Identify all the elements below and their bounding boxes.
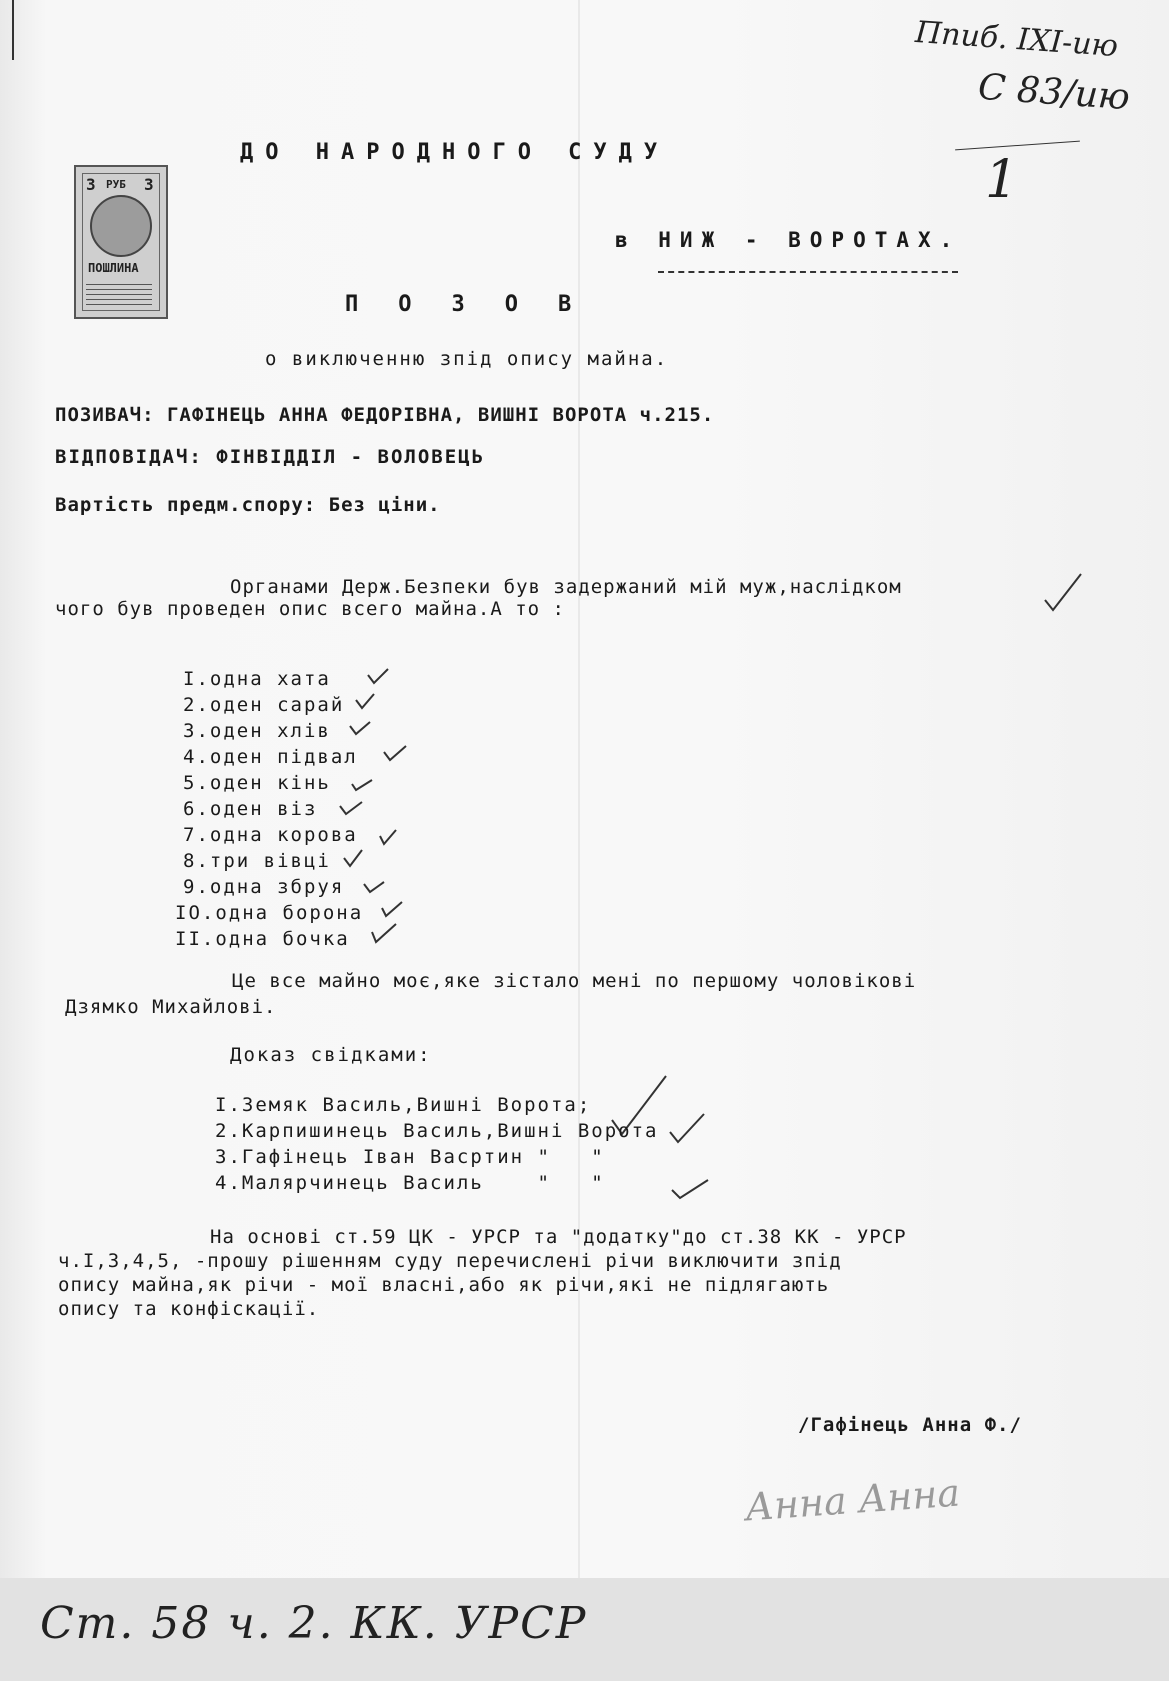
stamp-emblem <box>90 195 152 257</box>
witness-item: 2.Карпишинець Василь,Вишні Ворота <box>215 1120 659 1142</box>
list-item: 4.оден підвал <box>183 746 358 768</box>
corner-note-3: 1 <box>985 150 1019 210</box>
paragraph-3-line-3: опису майна,як річи - мої власні,або як річи,які не підлягають <box>58 1274 830 1296</box>
bottom-archival-note: Ст. 58 ч. 2. КК. УРСР <box>40 1598 588 1649</box>
list-item: ІІ.одна бочка <box>175 928 350 950</box>
list-item: І.одна хата <box>183 668 331 690</box>
paragraph-3-line-4: опису та конфіскації. <box>58 1298 320 1320</box>
stamp-label: ПОШЛИНА <box>88 261 139 275</box>
corner-note-1: Ппиб. ІХІ-ию <box>914 14 1120 65</box>
list-item: 3.оден хлів <box>183 720 331 742</box>
addressee-line: ДО НАРОДНОГО СУДУ <box>240 140 670 165</box>
list-item: 6.оден віз <box>183 798 318 820</box>
witnesses-heading: Доказ свідками: <box>230 1044 432 1066</box>
list-item: 9.одна збруя <box>183 876 345 898</box>
list-item: 2.оден сарай <box>183 694 345 716</box>
list-item: 7.одна корова <box>183 824 358 846</box>
witness-item: 4.Малярчинець Василь " " <box>215 1172 605 1194</box>
defendant-line: ВІДПОВІДАЧ: ФІНВІДДІЛ - ВОЛОВЕЦЬ <box>55 446 486 468</box>
list-item: 8.три вівці <box>183 850 331 872</box>
stamp-denomination-right: 3 <box>144 175 154 194</box>
claim-value-line: Вартість предм.спору: Без ціни. <box>55 494 441 516</box>
handwritten-signature: Анна Анна <box>743 1470 962 1530</box>
typed-signature: /Гафінець Анна Ф./ <box>798 1414 1022 1436</box>
witness-item: 3.Гафінець Іван Васртин " " <box>215 1146 605 1168</box>
location-underline <box>658 271 958 273</box>
revenue-stamp <box>74 165 168 319</box>
plaintiff-line: ПОЗИВАЧ: ГАФІНЕЦЬ АННА ФЕДОРІВНА, ВИШНІ ВОРОТА ч.215. <box>55 404 715 426</box>
list-item: ІО.одна борона <box>175 902 364 924</box>
paragraph-2-line-1: Це все майно моє,яке зістало мені по першому чоловікові <box>232 970 917 992</box>
fold-crease <box>578 0 580 1620</box>
witness-item: І.Земяк Василь,Вишні Ворота; <box>215 1094 592 1116</box>
list-item: 5.оден кінь <box>183 772 331 794</box>
location-line: в НИЖ - ВОРОТАХ. <box>615 228 962 252</box>
corner-rule <box>955 141 1080 151</box>
paragraph-1-line-2: чого був проведен опис всего майна.А то : <box>55 598 565 620</box>
edge-mark <box>12 0 14 60</box>
paragraph-2-line-2: Дзямко Михайлові. <box>65 996 277 1018</box>
stamp-currency: РУБ <box>106 178 126 191</box>
stamp-denomination: 3 <box>86 175 96 194</box>
paragraph-1-line-1: Органами Держ.Безпеки був задержаний мій муж,наслідком <box>230 576 902 598</box>
paragraph-3-line-2: ч.І,3,4,5, -прошу рішенням суду перечислені річи виключити зпід <box>58 1250 842 1272</box>
document-subtitle: о виключенню зпід опису майна. <box>265 348 669 370</box>
document-title: ПОЗОВ <box>345 292 612 317</box>
corner-note-2: С 83/ию <box>976 66 1132 119</box>
stamp-fine-print <box>86 283 152 305</box>
paragraph-3-line-1: На основі ст.59 ЦК - УРСР та "додатку"до ст.38 КК - УРСР <box>210 1226 907 1248</box>
